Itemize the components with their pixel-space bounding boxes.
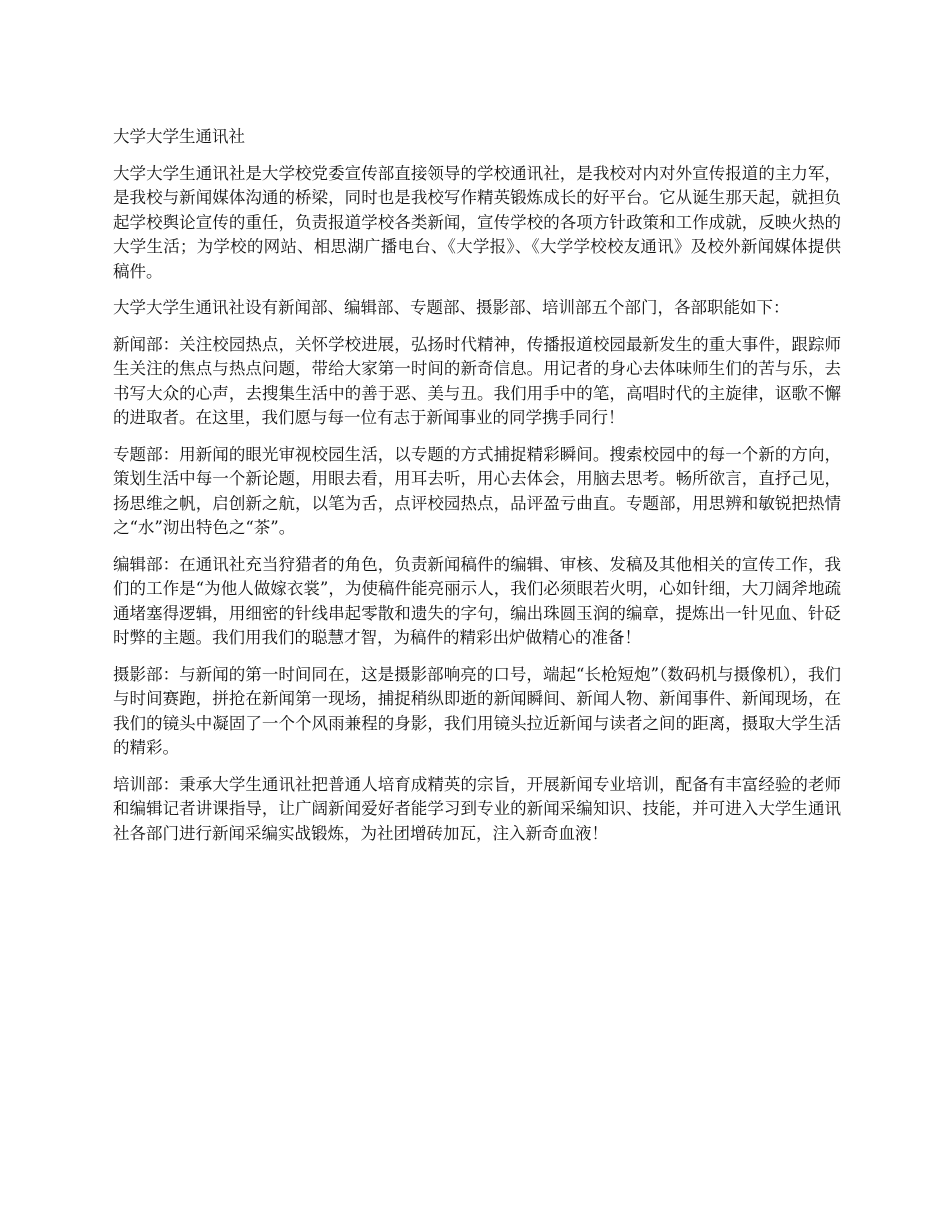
paragraph-departments-overview: 大学大学生通讯社设有新闻部、编辑部、专题部、摄影部、培训部五个部门，各部职能如下： <box>113 298 790 317</box>
paragraph-feature-department: 专题部：用新闻的眼光审视校园生活，以专题的方式捕捉精彩瞬间。搜索校园中的每一个新的方向，策划生活中每一个新论题，用眼去看，用耳去听，用心去体会，用脑去思考。畅所欲言，直抒己见，扬思维之帆，启创新之航，以笔为舌，点评校园热点，品评盈亏曲直。专题部，用思辨和敏锐把热情之“水”沏出特色之“茶”。 <box>113 444 841 537</box>
paragraph-intro: 大学大学生通讯社是大学校党委宣传部直接领导的学校通讯社，是我校对内对外宣传报道的主力军，是我校与新闻媒体沟通的桥梁，同时也是我校写作精英锻炼成长的好平台。它从诞生那天起，就担负起学校舆论宣传的重任，负责报道学校各类新闻，宣传学校的各项方针政策和工作成就，反映火热的大学生活；为学校的网站、相思湖广播电台、《大学报》、《大学学校校友通讯》及校外新闻媒体提供稿件。 <box>113 163 841 281</box>
document-title: 大学大学生通讯社 <box>113 127 245 146</box>
paragraph-news-department: 新闻部：关注校园热点，关怀学校进展，弘扬时代精神，传播报道校园最新发生的重大事件，跟踪师生关注的焦点与热点问题，带给大家第一时间的新奇信息。用记者的身心去体味师生们的苦与乐，去书写大众的心声，去搜集生活中的善于恶、美与丑。我们用手中的笔，高唱时代的主旋律，讴歌不懈的进取者。在这里，我们愿与每一位有志于新闻事业的同学携手同行！ <box>113 334 841 427</box>
paragraph-editing-department: 编辑部：在通讯社充当狩猎者的角色，负责新闻稿件的编辑、审核、发稿及其他相关的宣传工作，我们的工作是“为他人做嫁衣裳”，为使稿件能亮丽示人，我们必须眼若火明，心如针细，大刀阔斧地疏通堵塞得逻辑，用细密的针线串起零散和遗失的字句，编出珠圆玉润的编章，提炼出一针见血、针砭时弊的主题。我们用我们的聪慧才智，为稿件的精彩出炉做精心的准备！ <box>113 554 841 647</box>
document-body <box>113 125 841 858</box>
paragraph-photography-department: 摄影部：与新闻的第一时间同在，这是摄影部响亮的口号，端起“长枪短炮”（数码机与摄像机），我们与时间赛跑，拼抢在新闻第一现场，捕捉稍纵即逝的新闻瞬间、新闻人物、新闻事件、新闻现场，在我们的镜头中凝固了一个个风雨兼程的身影，我们用镜头拉近新闻与读者之间的距离，摄取大学生活的精彩。 <box>113 664 841 757</box>
paragraph-training-department: 培训部：秉承大学生通讯社把普通人培育成精英的宗旨，开展新闻专业培训，配备有丰富经验的老师和编辑记者讲课指导，让广阔新闻爱好者能学习到专业的新闻采编知识、技能，并可进入大学生通讯社各部门进行新闻采编实战锻炼，为社团增砖加瓦，注入新奇血液！ <box>113 774 841 843</box>
